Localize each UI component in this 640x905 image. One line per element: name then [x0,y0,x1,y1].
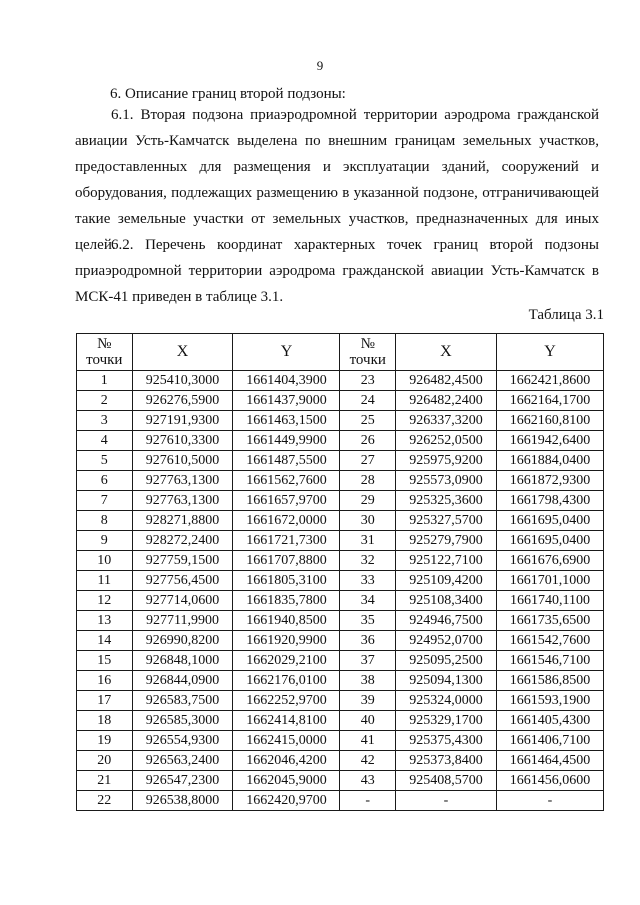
y-coordinate-cell: 1661872,9300 [496,471,603,491]
point-number-header [340,334,396,371]
y-coordinate-cell: 1662420,9700 [233,791,340,811]
x-coordinate-cell: 928272,2400 [132,531,233,551]
x-coordinate-cell: 925975,9200 [395,451,496,471]
point-number-cell: 4 [77,431,133,451]
page-number: 9 [316,58,324,73]
y-coordinate-cell: 1661463,1500 [233,411,340,431]
point-number-cell: 42 [340,751,396,771]
y-coordinate-cell: 1661487,5500 [233,451,340,471]
table-row [77,771,604,791]
point-number-cell: 39 [340,691,396,711]
y-coordinate-cell: 1661701,1000 [496,571,603,591]
point-number-cell: 38 [340,671,396,691]
table-header-row [77,334,604,371]
y-coordinate-cell: 1661940,8500 [233,611,340,631]
point-number-symbol: № [360,336,375,352]
x-coordinate-cell: 927763,1300 [132,491,233,511]
x-coordinate-cell: 927759,1500 [132,551,233,571]
x-coordinate-cell: 925325,3600 [395,491,496,511]
point-number-cell: 21 [77,771,133,791]
x-coordinate-cell: 926482,4500 [395,371,496,391]
x-coordinate-cell: 926337,3200 [395,411,496,431]
point-number-cell: 3 [77,411,133,431]
y-coordinate-cell: 1661562,7600 [233,471,340,491]
x-coordinate-cell: 925573,0900 [395,471,496,491]
table-row [77,671,604,691]
x-coordinate-cell: 926554,9300 [132,731,233,751]
x-coordinate-cell: 925122,7100 [395,551,496,571]
x-coordinate-cell: 925109,4200 [395,571,496,591]
y-coordinate-cell: 1661406,7100 [496,731,603,751]
section-heading: 6. Описание границ второй подзоны: [110,86,346,102]
point-number-cell: 26 [340,431,396,451]
x-coordinate-cell: 926547,2300 [132,771,233,791]
x-coordinate-cell: 926563,2400 [132,751,233,771]
y-coordinate-cell: 1662252,9700 [233,691,340,711]
y-coordinate-cell: 1661942,6400 [496,431,603,451]
point-number-cell: 34 [340,591,396,611]
point-number-cell: 10 [77,551,133,571]
y-coordinate-cell: 1662164,1700 [496,391,603,411]
table-row [77,511,604,531]
x-coordinate-cell: 926538,8000 [132,791,233,811]
x-header: X [132,334,233,371]
y-coordinate-cell: 1661672,0000 [233,511,340,531]
point-number-cell: 25 [340,411,396,431]
table-row [77,411,604,431]
y-coordinate-cell: 1662045,9000 [233,771,340,791]
point-number-label: точки [86,352,123,368]
y-coordinate-cell: 1661735,6500 [496,611,603,631]
x-coordinate-cell: 927714,0600 [132,591,233,611]
point-number-cell: 23 [340,371,396,391]
x-coordinate-cell: 925329,1700 [395,711,496,731]
point-number-cell: 18 [77,711,133,731]
x-coordinate-cell: 925408,5700 [395,771,496,791]
y-coordinate-cell: 1661920,9900 [233,631,340,651]
point-number-cell: 11 [77,571,133,591]
point-number-cell: 22 [77,791,133,811]
point-number-cell: 14 [77,631,133,651]
x-coordinate-cell: 925324,0000 [395,691,496,711]
y-header: Y [496,334,603,371]
y-coordinate-cell: 1662029,2100 [233,651,340,671]
point-number-cell: 16 [77,671,133,691]
point-number-cell: 33 [340,571,396,591]
x-coordinate-cell: 924946,7500 [395,611,496,631]
x-coordinate-cell: - [395,791,496,811]
table-row [77,471,604,491]
x-coordinate-cell: 926482,2400 [395,391,496,411]
point-number-cell: 2 [77,391,133,411]
point-number-cell: 8 [77,511,133,531]
y-coordinate-cell: 1662415,0000 [233,731,340,751]
point-number-cell: - [340,791,396,811]
point-number-cell: 15 [77,651,133,671]
table-row [77,571,604,591]
y-coordinate-cell: 1661456,0600 [496,771,603,791]
y-coordinate-cell: 1661805,3100 [233,571,340,591]
y-coordinate-cell: 1661546,7100 [496,651,603,671]
y-coordinate-cell: 1662421,8600 [496,371,603,391]
y-coordinate-cell: 1661721,7300 [233,531,340,551]
point-number-cell: 40 [340,711,396,731]
point-number-cell: 6 [77,471,133,491]
point-number-cell: 37 [340,651,396,671]
y-coordinate-cell: 1661695,0400 [496,511,603,531]
table-row [77,631,604,651]
point-number-cell: 30 [340,511,396,531]
x-coordinate-cell: 925327,5700 [395,511,496,531]
y-coordinate-cell: 1661405,4300 [496,711,603,731]
y-coordinate-cell: 1661798,4300 [496,491,603,511]
table-caption: Таблица 3.1 [528,307,604,323]
x-coordinate-cell: 925410,3000 [132,371,233,391]
point-number-cell: 27 [340,451,396,471]
table-row [77,391,604,411]
x-coordinate-cell: 925094,1300 [395,671,496,691]
table-row [77,751,604,771]
x-coordinate-cell: 927711,9900 [132,611,233,631]
table-row [77,791,604,811]
y-coordinate-cell: 1661404,3900 [233,371,340,391]
x-header: X [395,334,496,371]
x-coordinate-cell: 926583,7500 [132,691,233,711]
point-number-cell: 12 [77,591,133,611]
x-coordinate-cell: 925095,2500 [395,651,496,671]
point-number-cell: 13 [77,611,133,631]
y-coordinate-cell: 1661464,4500 [496,751,603,771]
point-number-symbol: № [97,336,112,352]
x-coordinate-cell: 924952,0700 [395,631,496,651]
y-coordinate-cell: - [496,791,603,811]
point-number-cell: 41 [340,731,396,751]
y-coordinate-cell: 1661835,7800 [233,591,340,611]
y-coordinate-cell: 1662046,4200 [233,751,340,771]
y-coordinate-cell: 1661437,9000 [233,391,340,411]
table-row [77,731,604,751]
point-number-cell: 32 [340,551,396,571]
y-coordinate-cell: 1661586,8500 [496,671,603,691]
table-row [77,611,604,631]
point-number-cell: 29 [340,491,396,511]
x-coordinate-cell: 927763,1300 [132,471,233,491]
point-number-header [77,334,133,371]
point-number-label: точки [349,352,386,368]
x-coordinate-cell: 927610,3300 [132,431,233,451]
y-coordinate-cell: 1662176,0100 [233,671,340,691]
table-row [77,651,604,671]
point-number-cell: 35 [340,611,396,631]
x-coordinate-cell: 927191,9300 [132,411,233,431]
x-coordinate-cell: 926990,8200 [132,631,233,651]
table-row [77,551,604,571]
x-coordinate-cell: 926276,5900 [132,391,233,411]
x-coordinate-cell: 925108,3400 [395,591,496,611]
coordinates-table [76,333,604,811]
x-coordinate-cell: 925375,4300 [395,731,496,751]
point-number-cell: 24 [340,391,396,411]
x-coordinate-cell: 927756,4500 [132,571,233,591]
point-number-cell: 7 [77,491,133,511]
point-number-cell: 43 [340,771,396,791]
point-number-cell: 9 [77,531,133,551]
table-row [77,691,604,711]
point-number-cell: 36 [340,631,396,651]
y-coordinate-cell: 1661707,8800 [233,551,340,571]
x-coordinate-cell: 925279,7900 [395,531,496,551]
point-number-cell: 31 [340,531,396,551]
y-coordinate-cell: 1662160,8100 [496,411,603,431]
table-row [77,531,604,551]
x-coordinate-cell: 927610,5000 [132,451,233,471]
y-coordinate-cell: 1661593,1900 [496,691,603,711]
y-coordinate-cell: 1661657,9700 [233,491,340,511]
y-coordinate-cell: 1662414,8100 [233,711,340,731]
table-row [77,451,604,471]
point-number-cell: 17 [77,691,133,711]
y-coordinate-cell: 1661740,1100 [496,591,603,611]
table-body [77,371,604,811]
paragraph-6-2: 6.2. Перечень координат характерных точек границ второй подзоны приаэродромной территории аэродрома гражданской авиации Усть-Камчатск в МСК-41 приведен в таблице 3.1. [75,237,599,305]
y-coordinate-cell: 1661884,0400 [496,451,603,471]
x-coordinate-cell: 925373,8400 [395,751,496,771]
x-coordinate-cell: 926252,0500 [395,431,496,451]
x-coordinate-cell: 926848,1000 [132,651,233,671]
y-header: Y [233,334,340,371]
y-coordinate-cell: 1661695,0400 [496,531,603,551]
table-row [77,431,604,451]
table-row [77,591,604,611]
y-coordinate-cell: 1661542,7600 [496,631,603,651]
point-number-cell: 1 [77,371,133,391]
point-number-cell: 19 [77,731,133,751]
point-number-cell: 5 [77,451,133,471]
point-number-cell: 20 [77,751,133,771]
table-row [77,491,604,511]
y-coordinate-cell: 1661676,6900 [496,551,603,571]
y-coordinate-cell: 1661449,9900 [233,431,340,451]
point-number-cell: 28 [340,471,396,491]
table-row [77,371,604,391]
x-coordinate-cell: 926844,0900 [132,671,233,691]
x-coordinate-cell: 926585,3000 [132,711,233,731]
table-row [77,711,604,731]
paragraph-6-1: 6.1. Вторая подзона приаэродромной территории аэродрома гражданской авиации Усть-Камчатск выделена по внешним границам земельных участков, предоставленных для размещения и эксплуатации зданий, сооружений и оборудования, подлежащих размещению в указанной подзоне, отграничивающей такие земельные участки от земельных участков, предназначенных для иных целей. [75,107,599,253]
x-coordinate-cell: 928271,8800 [132,511,233,531]
